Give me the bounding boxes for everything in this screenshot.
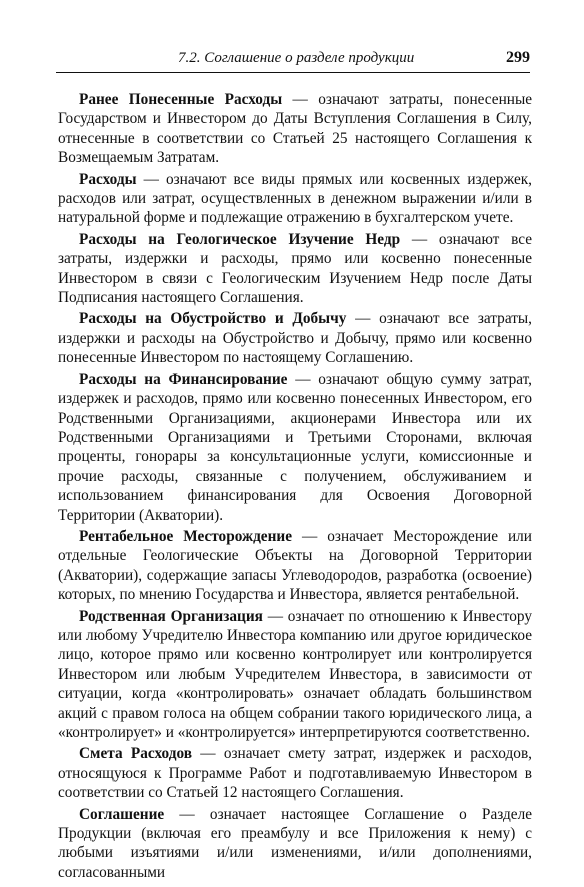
defined-term: Расходы на Финансирование [79, 370, 288, 388]
definition-text: — означают все затраты, издержки и расходы на Обустройство и Добычу, прямо или косвенно понесенные Инвестором по настоящему Соглашению. [58, 310, 532, 367]
definition-entry [58, 309, 532, 367]
defined-term: Рентабельное Месторождение [79, 527, 293, 545]
definition-text: — означают все виды прямых или косвенных издержек, расходов или затрат, осуществленных в денежном выражении и/или в натуральной форме и подлежащие отражению в бухгалтерском учете. [58, 170, 532, 227]
defined-term: Расходы на Обустройство и Добычу [79, 310, 347, 328]
page-number: 299 [506, 49, 530, 66]
defined-term: Родственная Организация [79, 607, 263, 625]
definition-text: — означают все затраты, издержки и расходы, прямо или косвенно понесенные Инвестором в связи с Геологическим Изучением Недр после Даты Подписания настоящего Соглашения. [58, 230, 533, 307]
definition-text: — означает Месторождение или отдельные Геологические Объекты на Договорной Территории (Акватории), содержащие запасы Углеводородов, разработка (освоение) которых, по мнению Государства и Инвестора, является рентабельной. [58, 527, 532, 604]
definition-text: — означает по отношению к Инвестору или любому Учредителю Инвестора компанию или другое юридическое лицо, которое прямо или косвенно контролирует или контролируется Инвестором или любым Учредителем Инвестора, в зависимости от ситуации, когда «контролировать» означает обладать большинством акций с правом голоса на общем собрании такого юридического лица, а «контролирует» и «контролируется» интерпретируются соответственно. [58, 607, 532, 741]
definition-text: — означают затраты, понесенные Государством и Инвестором до Даты Вступления Соглашения в Силу, отнесенные в соответствии со Статьей 25 настоящего Соглашения к Возмещаемым Затратам. [58, 91, 533, 167]
defined-term: Ранее Понесенные Расходы [79, 91, 283, 108]
defined-term: Расходы на Геологическое Изучение Недр [79, 230, 401, 248]
definition-entry [58, 170, 532, 228]
definition-entry [58, 527, 532, 605]
definition-entry [58, 607, 532, 743]
running-title: 7.2. Соглашение о разделе продукции [178, 50, 415, 66]
definition-entry [58, 90, 532, 168]
definition-entry [58, 230, 532, 308]
definition-text: — означает смету затрат, издержек и расходов, относящуюся к Программе Работ и подготавливаемую Инвестором в соответствии со Статьей 12 настоящего Соглашения. [58, 745, 532, 802]
definition-text: — означает настоящее Соглашение о Разделе Продукции (включая его преамбулу и все Приложения к нему) с любыми изъятиями и/или изменениями, и/или дополнениями, согласованными [58, 805, 532, 881]
definition-entry [58, 370, 532, 525]
defined-term: Расходы [79, 170, 137, 188]
running-header [56, 50, 530, 73]
definition-entry [58, 805, 532, 883]
definition-text: — означают общую сумму затрат, издержек и расходов, прямо или косвенно понесенных Инвестором, его Родственными Организациями, акционерами Инвестора или их Родственными Организациями и Третьими Сторонами, включая проценты, гонорары за консультационные услуги, комиссионные и прочие расходы, связанные с получением, обслуживанием и использованием финансирования для Освоения Договорной Территории (Акватории). [58, 370, 533, 524]
definitions-text [58, 90, 532, 884]
definition-entry [58, 744, 532, 802]
defined-term: Смета Расходов [79, 745, 192, 763]
defined-term: Соглашение [79, 805, 165, 823]
